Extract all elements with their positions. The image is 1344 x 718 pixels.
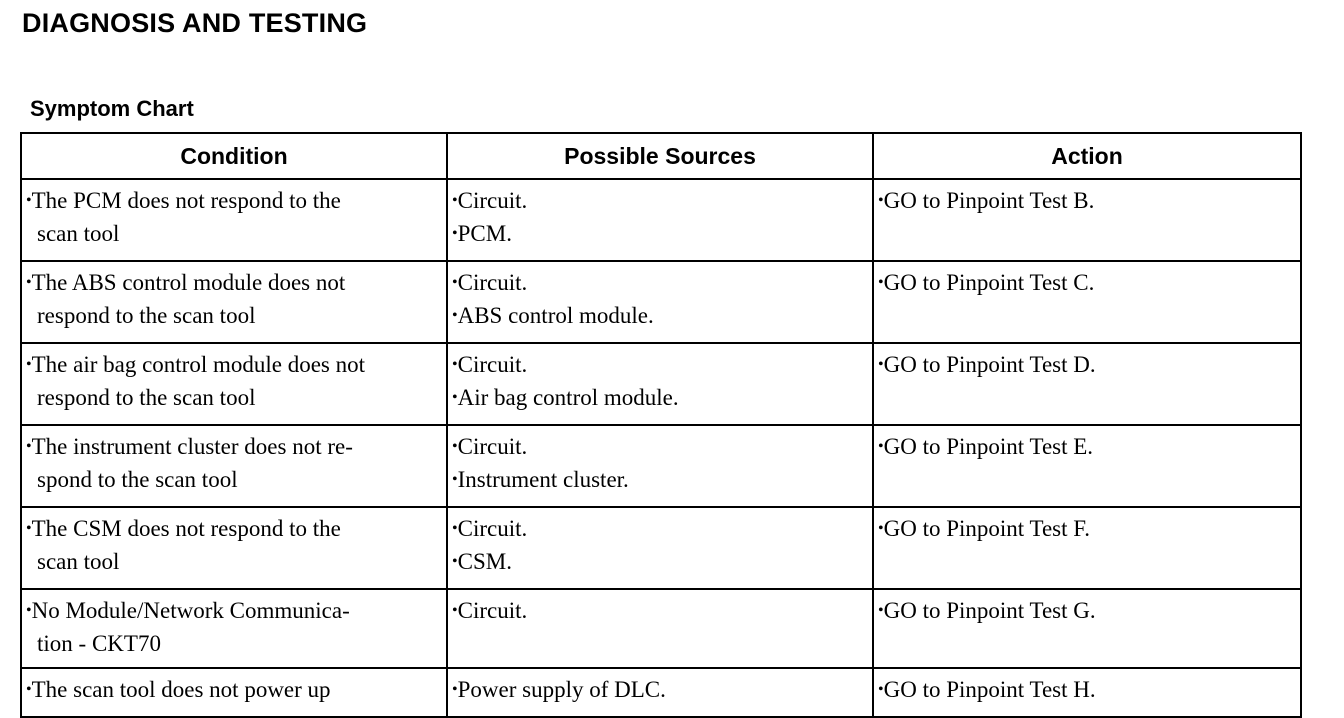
condition-line: •The ABS control module does not (26, 270, 346, 295)
action-item: •GO to Pinpoint Test E. (878, 434, 1094, 459)
condition-cell (21, 179, 447, 261)
source-item: •ABS control module. (452, 303, 654, 328)
table-row (21, 668, 1301, 717)
bullet-icon: • (26, 438, 32, 455)
condition-line: •The PCM does not respond to the (26, 188, 341, 213)
bullet-icon: • (452, 225, 458, 242)
symptom-chart-table (20, 132, 1302, 718)
bullet-icon: • (452, 520, 458, 537)
action-item: •GO to Pinpoint Test D. (878, 352, 1096, 377)
bullet-icon: • (878, 602, 884, 619)
source-item: •Circuit. (452, 188, 528, 213)
section-title: Symptom Chart (30, 96, 194, 121)
source-item: •Circuit. (452, 270, 528, 295)
bullet-icon: • (26, 192, 32, 209)
condition-line: •The air bag control module does not (26, 352, 366, 377)
bullet-icon: • (452, 471, 458, 488)
table-row (21, 507, 1301, 589)
condition-line: tion - CKT70 (37, 631, 161, 656)
sources-cell (447, 668, 873, 717)
condition-cell (21, 343, 447, 425)
bullet-icon: • (878, 520, 884, 537)
bullet-icon: • (452, 553, 458, 570)
action-cell (873, 261, 1301, 343)
bullet-icon: • (452, 389, 458, 406)
source-item: •Circuit. (452, 516, 528, 541)
action-cell (873, 507, 1301, 589)
table-row (21, 343, 1301, 425)
action-cell (873, 425, 1301, 507)
source-item: •Instrument cluster. (452, 467, 629, 492)
action-cell (873, 589, 1301, 668)
source-item: •PCM. (452, 221, 512, 246)
action-item: •GO to Pinpoint Test H. (878, 677, 1096, 702)
table-row (21, 589, 1301, 668)
source-item: •Air bag control module. (452, 385, 679, 410)
page-title: DIAGNOSIS AND TESTING (22, 8, 368, 38)
bullet-icon: • (452, 681, 458, 698)
bullet-icon: • (452, 274, 458, 291)
table-header-row (21, 133, 1301, 179)
bullet-icon: • (878, 356, 884, 373)
source-item: •Circuit. (452, 434, 528, 459)
sources-cell (447, 589, 873, 668)
source-item: •Circuit. (452, 352, 528, 377)
bullet-icon: • (26, 681, 32, 698)
sources-cell (447, 261, 873, 343)
bullet-icon: • (878, 681, 884, 698)
bullet-icon: • (452, 307, 458, 324)
condition-line: •The instrument cluster does not re- (26, 434, 353, 459)
condition-cell (21, 261, 447, 343)
bullet-icon: • (452, 192, 458, 209)
sources-cell (447, 507, 873, 589)
bullet-icon: • (452, 602, 458, 619)
action-cell (873, 179, 1301, 261)
column-header-possible-sources: Possible Sources (447, 133, 873, 179)
condition-line: respond to the scan tool (37, 385, 256, 410)
sources-cell (447, 343, 873, 425)
condition-cell (21, 425, 447, 507)
action-item: •GO to Pinpoint Test G. (878, 598, 1096, 623)
condition-line: spond to the scan tool (37, 467, 238, 492)
source-item: •Circuit. (452, 598, 528, 623)
condition-line: scan tool (37, 221, 120, 246)
column-header-condition: Condition (21, 133, 447, 179)
sources-cell (447, 425, 873, 507)
bullet-icon: • (878, 274, 884, 291)
condition-line: •The CSM does not respond to the (26, 516, 341, 541)
condition-line: respond to the scan tool (37, 303, 256, 328)
condition-cell (21, 668, 447, 717)
action-item: •GO to Pinpoint Test F. (878, 516, 1090, 541)
bullet-icon: • (878, 438, 884, 455)
sources-cell (447, 179, 873, 261)
condition-line: •No Module/Network Communica- (26, 598, 350, 623)
bullet-icon: • (26, 274, 32, 291)
action-cell (873, 343, 1301, 425)
condition-line: •The scan tool does not power up (26, 677, 331, 702)
bullet-icon: • (26, 520, 32, 537)
table-row (21, 179, 1301, 261)
condition-cell (21, 589, 447, 668)
bullet-icon: • (26, 356, 32, 373)
action-cell (873, 668, 1301, 717)
condition-line: scan tool (37, 549, 120, 574)
table-row (21, 425, 1301, 507)
condition-cell (21, 507, 447, 589)
bullet-icon: • (452, 438, 458, 455)
source-item: •CSM. (452, 549, 512, 574)
source-item: •Power supply of DLC. (452, 677, 666, 702)
table-row (21, 261, 1301, 343)
action-item: •GO to Pinpoint Test B. (878, 188, 1095, 213)
bullet-icon: • (878, 192, 884, 209)
column-header-action: Action (873, 133, 1301, 179)
bullet-icon: • (26, 602, 32, 619)
action-item: •GO to Pinpoint Test C. (878, 270, 1095, 295)
bullet-icon: • (452, 356, 458, 373)
